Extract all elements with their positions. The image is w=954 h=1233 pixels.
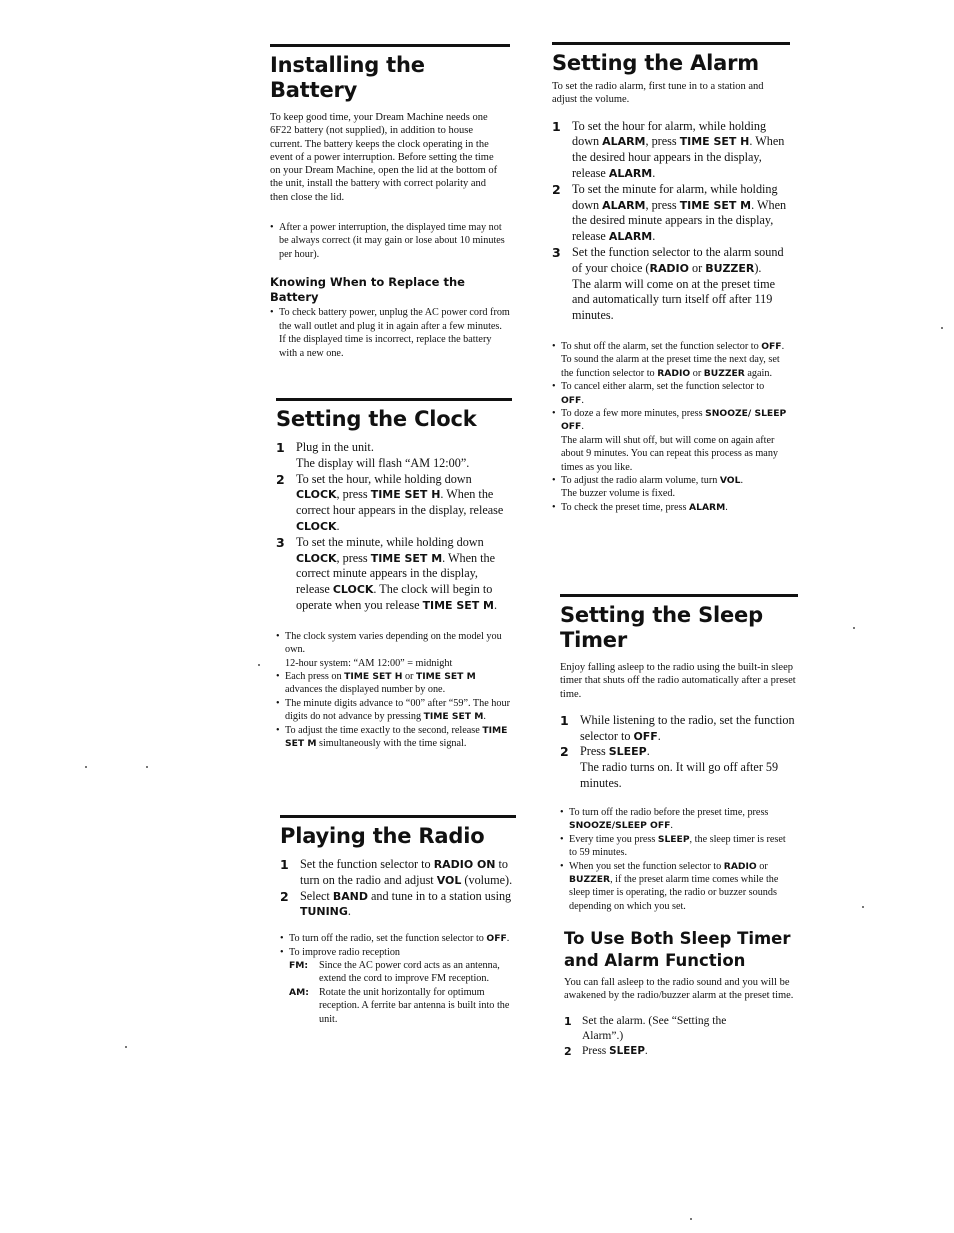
step-number: 1 bbox=[552, 118, 561, 134]
note-item: • The clock system varies depending on the model you own. 12-hour system: “AM 12:00” = midnight bbox=[276, 630, 512, 670]
note-item: • To cancel either alarm, set the function selector to OFF. bbox=[552, 380, 788, 407]
step-text: Set the function selector to RADIO ON to turn on the radio and adjust VOL (volume). bbox=[300, 857, 513, 887]
section-title: Setting the Clock bbox=[276, 407, 477, 431]
section-rule bbox=[280, 815, 516, 818]
battery-notes bbox=[270, 221, 510, 261]
section-rule bbox=[276, 398, 512, 401]
step-item bbox=[276, 535, 512, 614]
step-item bbox=[280, 857, 516, 889]
step-text: While listening to the radio, set the function selector to OFF. bbox=[580, 712, 795, 743]
sleep-intro: Enjoy falling asleep to the radio using the built-in sleep timer that shuts off the radio automatically after a preset time. bbox=[560, 662, 796, 700]
step-number: 1 bbox=[564, 1014, 572, 1028]
section-setting-clock bbox=[276, 398, 512, 750]
step-number: 2 bbox=[560, 744, 569, 760]
note-item: • To turn off the radio before the preset time, press SNOOZE/SLEEP OFF. bbox=[560, 806, 796, 833]
step-item bbox=[276, 472, 512, 535]
scan-speck bbox=[258, 664, 260, 666]
step-item bbox=[564, 1014, 804, 1044]
alarm-steps bbox=[552, 119, 790, 324]
both-steps bbox=[564, 1014, 804, 1059]
battery-intro: To keep good time, your Dream Machine needs one 6F22 battery (not supplied), in addition to house current. The battery keeps the clock operating in the event of a power interruption. Before setting the time on your Dream Machine, open the lid at the bottom of the unit, install the battery with correct polarity and then close the lid. bbox=[270, 112, 498, 203]
section-title: Setting the Sleep Timer bbox=[560, 603, 763, 652]
step-item bbox=[560, 744, 798, 791]
note-item: • The minute digits advance to “00” after “59”. The hour digits do not advance by pressing TIME SET M. bbox=[276, 697, 512, 724]
step-number: 1 bbox=[280, 857, 289, 872]
scan-speck bbox=[85, 766, 87, 768]
step-number: 3 bbox=[552, 244, 561, 260]
note-item: • After a power interruption, the displayed time may not be always correct (it may gain or lose about 10 minutes per hour). bbox=[270, 221, 510, 261]
scan-speck bbox=[862, 906, 864, 908]
note-item: • Every time you press SLEEP, the sleep timer is reset to 59 minutes. bbox=[560, 833, 796, 860]
section-both-functions bbox=[564, 928, 804, 1059]
step-text: To set the hour, while holding down CLOCK, press TIME SET H. When the correct hour appears in the display, release CLOCK. bbox=[296, 471, 504, 533]
step-text: Select BAND and tune in to a station using TUNING. bbox=[300, 888, 512, 919]
step-text: Plug in the unit. The display will flash “AM 12:00”. bbox=[296, 440, 470, 470]
step-text: Press SLEEP. The radio turns on. It will go off after 59 minutes. bbox=[580, 744, 779, 791]
scan-speck bbox=[146, 766, 148, 768]
note-item: • To check battery power, unplug the AC power cord from the wall outlet and plug it in again after a few minutes. If the displayed time is incorrect, replace the battery with a new one. bbox=[270, 306, 510, 360]
subsection-title: To Use Both Sleep Timer and Alarm Function bbox=[564, 929, 791, 970]
step-item bbox=[276, 440, 512, 472]
note-item: • To turn off the radio, set the function selector to OFF. bbox=[280, 932, 516, 945]
am-tip: AM: Rotate the unit horizontally for optimum reception. A ferrite bar antenna is built into the unit. bbox=[289, 986, 510, 1025]
note-item: • To adjust the time exactly to the second, release TIME SET M simultaneously with the time signal. bbox=[276, 724, 512, 751]
scan-speck bbox=[125, 1046, 127, 1048]
step-text: To set the hour for alarm, while holding down ALARM, press TIME SET H. When the desired hour appears in the display, release ALARM. bbox=[572, 118, 785, 180]
step-item bbox=[552, 245, 790, 324]
note-item: • To improve radio reception bbox=[280, 946, 516, 959]
sleep-steps bbox=[560, 713, 798, 792]
clock-notes bbox=[276, 630, 512, 751]
note-item: • To check the preset time, press ALARM. bbox=[552, 501, 788, 514]
section-title: Installing the Battery bbox=[270, 53, 425, 102]
step-text: Set the alarm. (See “Setting the Alarm”.) bbox=[582, 1014, 727, 1042]
section-rule bbox=[552, 42, 790, 45]
note-item: • To adjust the radio alarm volume, turn VOL. The buzzer volume is fixed. bbox=[552, 474, 788, 501]
section-rule bbox=[270, 44, 510, 47]
radio-steps bbox=[280, 857, 516, 920]
scan-speck bbox=[690, 1218, 692, 1220]
replace-notes bbox=[270, 306, 510, 360]
step-number: 1 bbox=[560, 712, 569, 728]
radio-notes bbox=[280, 932, 516, 959]
alarm-notes bbox=[552, 340, 788, 514]
note-item: • Each press on TIME SET H or TIME SET M advances the displayed number by one. bbox=[276, 670, 512, 697]
step-number: 3 bbox=[276, 534, 285, 550]
section-title: Setting the Alarm bbox=[552, 51, 759, 75]
note-item: • To doze a few more minutes, press SNOOZE/ SLEEP OFF. The alarm will shut off, but will come on again after about 9 minutes. You can repeat this process as many times as you like. bbox=[552, 407, 788, 474]
note-item: • When you set the function selector to RADIO or BUZZER, if the preset alarm time comes while the sleep timer is operating, the radio or buzzer sounds depending on which you set. bbox=[560, 860, 796, 914]
step-item bbox=[552, 119, 790, 182]
step-item bbox=[564, 1044, 804, 1059]
sleep-notes bbox=[560, 806, 796, 913]
step-number: 2 bbox=[276, 471, 285, 487]
section-playing-radio bbox=[280, 815, 516, 1026]
step-item bbox=[560, 713, 798, 745]
step-text: Set the function selector to the alarm sound of your choice (RADIO or BUZZER). The alarm will come on at the preset time and automatically turn itself off after 119 minutes. bbox=[572, 244, 784, 323]
scan-speck bbox=[853, 627, 855, 629]
subsection-title: Knowing When to Replace the Battery bbox=[270, 275, 465, 305]
note-item: • To shut off the alarm, set the function selector to OFF. To sound the alarm at the preset time the next day, set the function selector to RADIO or BUZZER again. bbox=[552, 340, 788, 380]
step-text: To set the minute, while holding down CLOCK, press TIME SET M. When the correct minute appears in the display, release CLOCK. The clock will begin to operate when you release TIME SET M. bbox=[296, 534, 498, 612]
scan-speck bbox=[941, 327, 943, 329]
section-title: Playing the Radio bbox=[280, 824, 485, 848]
section-installing-battery bbox=[270, 44, 510, 360]
step-item bbox=[280, 889, 516, 921]
clock-steps bbox=[276, 440, 512, 614]
section-setting-alarm bbox=[552, 42, 790, 514]
step-number: 2 bbox=[280, 888, 289, 904]
both-intro: You can fall asleep to the radio sound and you will be awakened by the radio/buzzer alarm at the preset time. bbox=[564, 977, 794, 1002]
section-sleep-timer bbox=[560, 594, 798, 913]
fm-tip: FM: Since the AC power cord acts as an antenna, extend the cord to improve FM reception. bbox=[289, 960, 500, 985]
step-item bbox=[552, 182, 790, 245]
alarm-intro: To set the radio alarm, first tune in to a station and adjust the volume. bbox=[552, 81, 764, 106]
section-rule bbox=[560, 594, 798, 597]
step-number: 1 bbox=[276, 440, 285, 455]
step-text: To set the minute for alarm, while holding down ALARM, press TIME SET M. When the desired minute appears in the display, release ALARM. bbox=[572, 181, 787, 244]
step-number: 2 bbox=[552, 181, 561, 197]
step-number: 2 bbox=[564, 1044, 572, 1058]
step-text: Press SLEEP. bbox=[582, 1044, 648, 1057]
